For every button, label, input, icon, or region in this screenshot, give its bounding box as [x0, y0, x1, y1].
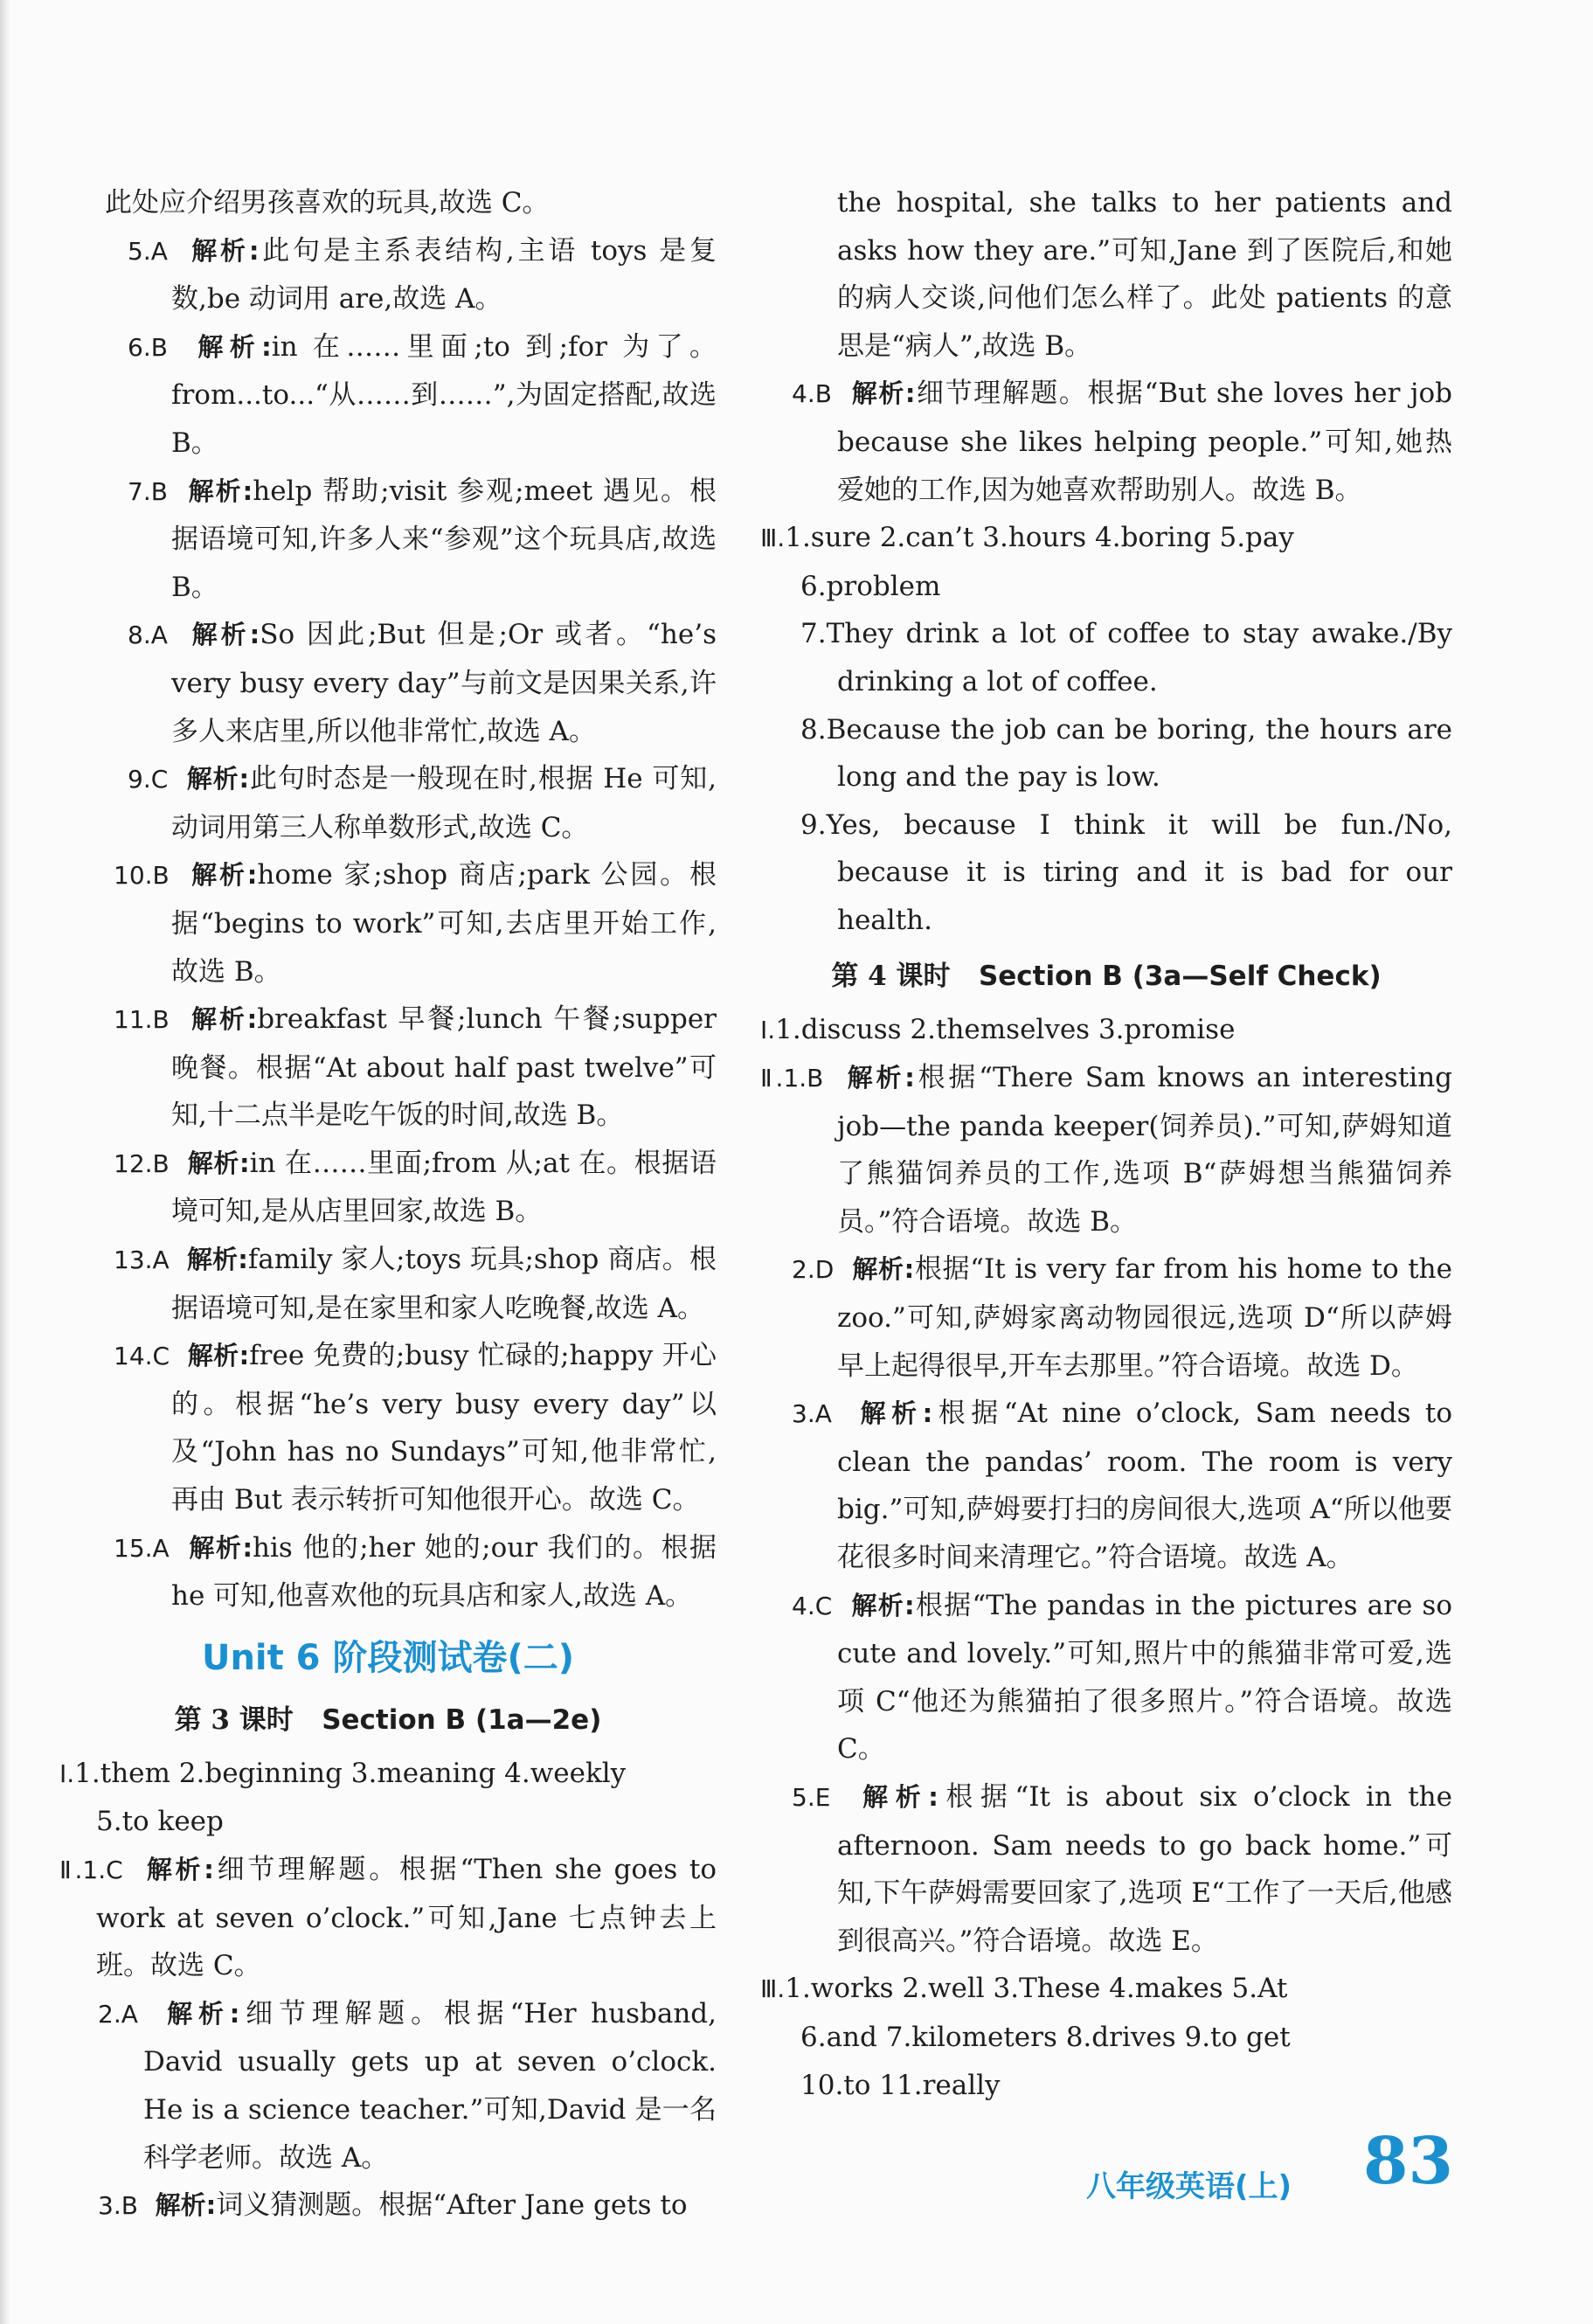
group-2-answer-3: 3.B 解析:词义猜测题。根据“After Jane gets to [98, 2189, 688, 2222]
group-3-answers: Ⅲ.1.sure 2.can’t 3.hours 4.boring 5.pay [760, 522, 1294, 554]
group-3-answer-8: 8.Because the job can be boring, the hours are long and the pay is low. [800, 713, 1452, 794]
group-1-answers-line2: 5.to keep [96, 1806, 224, 1838]
group-3-answer-7: 7.They drink a lot of coffee to stay awake./By drinking a lot of coffee. [800, 618, 1452, 697]
section-heading-lesson-4: 第 4 课时 Section B (3a—Self Check) [831, 960, 1382, 992]
answer-continuation: 此处应介绍男孩喜欢的玩具,故选 C。 [105, 187, 550, 219]
right-column [760, 179, 1452, 2109]
section4-group-3-answers: Ⅲ.1.works 2.well 3.These 4.makes 5.At [760, 1973, 1288, 2005]
section4-group-3-answers-line3: 10.to 11.really [800, 2069, 1001, 2101]
section4-group-2-answer-3: 3.A 解析:根据“At nine o’clock, Sam needs to clean the pandas’ room. The room is very big.”可知,萨姆要打扫的房间很大,选项 A“所以他要花很多时间来清理它。”符合语境。故选 A。 [792, 1398, 1452, 1574]
section4-group-2-answer-1: Ⅱ.1.B 解析:根据“There Sam knows an interesting job—the panda keeper(饲养员).”可知,萨姆知道了熊猫饲养员的工作,选项 B“萨姆想当熊猫饲养员。”符合语境。故选 B。 [760, 1062, 1453, 1238]
answer-item-13: 13.A 解析:family 家人;toys 玩具;shop 商店。根据语境可知,是在家里和家人吃晚餐,故选 A。 [114, 1244, 717, 1324]
group-2-answer-4: 4.B 解析:细节理解题。根据“But she loves her job because she likes helping people.”可知,她热爱她的工作,因为她喜欢帮助别人。故选 B。 [792, 378, 1452, 506]
group-3-answer-9: 9.Yes, because I think it will be fun./No, because it is tiring and it is bad for our health. [800, 808, 1452, 936]
group-2-answer-2: 2.A 解析:细节理解题。根据“Her husband, David usually gets up at seven o’clock. He is a science teacher.”可知,David 是一名科学老师。故选 A。 [98, 1997, 717, 2174]
page-number: 83 [1363, 2124, 1453, 2199]
section4-group-2-answer-2: 2.D 解析:根据“It is very far from his home to the zoo.”可知,萨姆家离动物园很远,选项 D“所以萨姆早上起得很早,开车去那里。”符合语境。故选 D。 [792, 1253, 1452, 1382]
answer-item-6: 6.B 解析:in 在……里面;to 到;for 为了。from...to...“从……到……”,为固定搭配,故选 B。 [128, 330, 717, 459]
answer-item-7: 7.B 解析:help 帮助;visit 参观;meet 遇见。根据语境可知,许多人来“参观”这个玩具店,故选 B。 [128, 475, 717, 603]
answer-item-9: 9.C 解析:此句时态是一般现在时,根据 He 可知,动词用第三人称单数形式,故选 C。 [128, 763, 717, 843]
answer-item-11: 11.B 解析:breakfast 早餐;lunch 午餐;supper 晚餐。根据“At about half past twelve”可知,十二点半是吃午饭的时间,故选 B。 [114, 1003, 717, 1132]
group-2-answer-1: Ⅱ.1.C 解析:细节理解题。根据“Then she goes to work at seven o’clock.”可知,Jane 七点钟去上班。故选 C。 [59, 1854, 717, 1982]
group-1-answers: Ⅰ.1.them 2.beginning 3.meaning 4.weekly [59, 1757, 627, 1789]
answer-item-12: 12.B 解析:in 在……里面;from 从;at 在。根据语境可知,是从店里回家,故选 B。 [114, 1147, 717, 1228]
book-title-footer: 八年级英语(上) [1086, 2169, 1292, 2204]
section-heading-lesson-3: 第 3 课时 Section B (1a—2e) [174, 1703, 602, 1736]
answer-item-8: 8.A 解析:So 因此;But 但是;Or 或者。“he’s very busy every day”与前文是因果关系,许多人来店里,所以他非常忙,故选 A。 [128, 619, 717, 747]
section4-group-2-answer-4: 4.C 解析:根据“The pandas in the pictures are so cute and lovely.”可知,照片中的熊猫非常可爱,选项 C“他还为熊猫拍了很多照片。”符合语境。故选 C。 [792, 1589, 1452, 1766]
section4-group-3-answers-line2: 6.and 7.kilometers 8.drives 9.to get [800, 2021, 1291, 2053]
answer-continuation-right: the hospital, she talks to her patients and asks how they are.”可知,Jane 到了医院后,和她的病人交谈,问他们怎么样了。此处 patients 的意思是“病人”,故选 B。 [837, 187, 1452, 362]
section4-group-1-answers: Ⅰ.1.discuss 2.themselves 3.promise [760, 1013, 1236, 1045]
section4-group-2-answer-5: 5.E 解析:根据“It is about six o’clock in the afternoon. Sam needs to go back home.”可知,下午萨姆需要回家了,选项 E“工作了一天后,他感到很高兴。”符合语境。故选 E。 [792, 1781, 1452, 1957]
page-edge-shadow [0, 0, 10, 2324]
group-3-answer-6: 6.problem [800, 570, 941, 602]
answer-item-14: 14.C 解析:free 免费的;busy 忙碌的;happy 开心的。根据“he’s very busy every day”以及“John has no Sundays”可知,他非常忙,再由 But 表示转折可知他很开心。故选 C。 [114, 1340, 717, 1516]
answer-item-5: 5.A 解析:此句是主系表结构,主语 toys 是复数,be 动词用 are,故选 A。 [128, 234, 717, 316]
answer-item-15: 15.A 解析:his 他的;her 她的;our 我们的。根据 he 可知,他喜欢他的玩具店和家人,故选 A。 [114, 1531, 717, 1613]
unit-title: Unit 6 阶段测试卷(二) [201, 1637, 575, 1678]
left-column [59, 179, 717, 2230]
answer-item-10: 10.B 解析:home 家;shop 商店;park 公园。根据“begins to work”可知,去店里开始工作,故选 B。 [114, 859, 717, 988]
